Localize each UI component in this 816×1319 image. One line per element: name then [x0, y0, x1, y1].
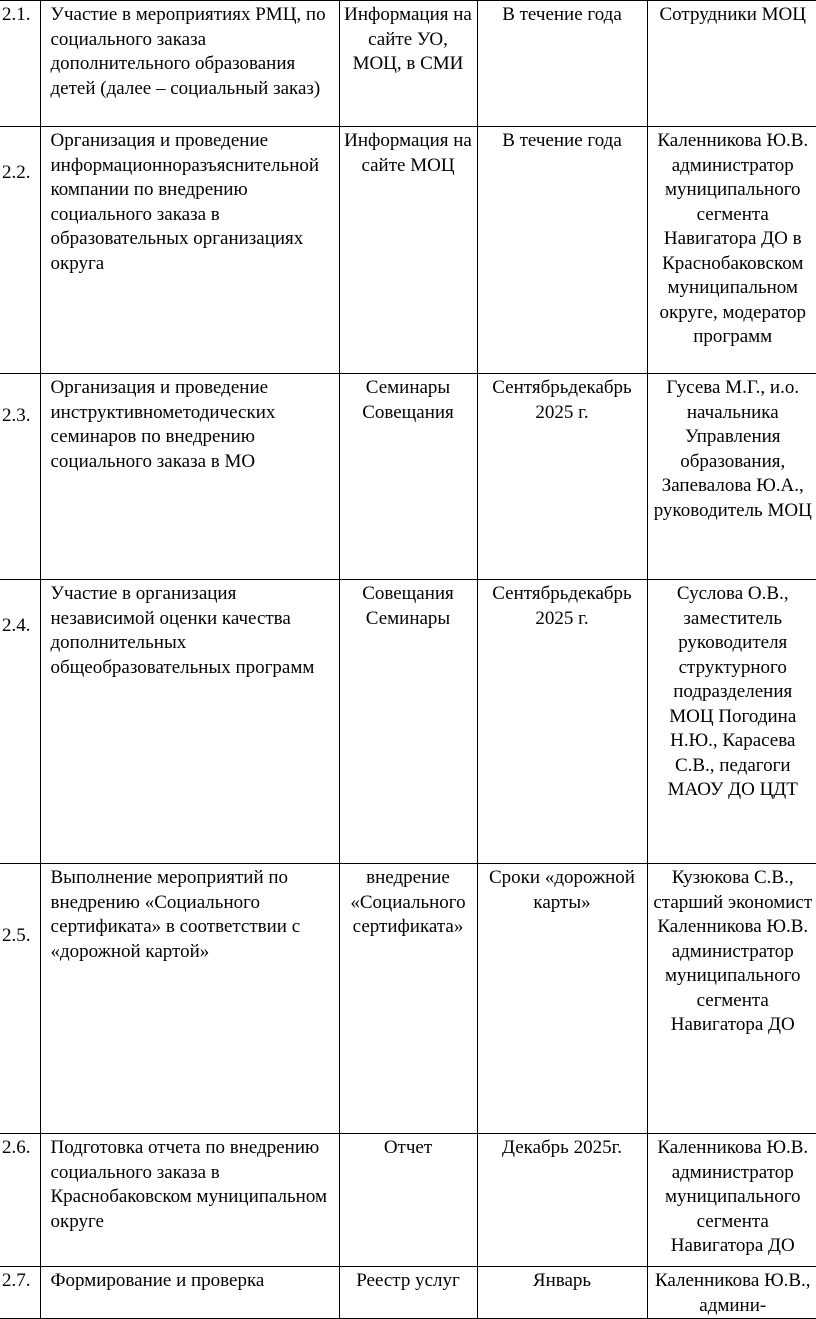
row-form: внедрение «Социального сертификата» — [339, 864, 477, 1134]
table-row — [0, 1, 816, 127]
row-term: Сентябрьдекабрь 2025 г. — [477, 374, 647, 580]
row-responsible: Каленникова Ю.В., админи- — [647, 1267, 816, 1319]
table-row — [0, 1267, 816, 1319]
row-number: 2.6. — [0, 1134, 40, 1267]
row-form: Совещания Семинары — [339, 580, 477, 864]
row-term: Декабрь 2025г. — [477, 1134, 647, 1267]
row-description: Выполнение мероприятий по внедрению «Социального сертификата» в соответствии с «дорожной картой» — [40, 864, 339, 1134]
table-row — [0, 1134, 816, 1267]
row-term: В течение года — [477, 1, 647, 127]
row-description: Организация и проведение информационноразъяснительной компании по внедрению социального заказа в образовательных организациях округа — [40, 127, 339, 374]
row-number: 2.3. — [0, 374, 40, 580]
row-responsible: Кузюкова С.В., старший экономист Каленникова Ю.В. администратор муниципального сегмента Навигатора ДО — [647, 864, 816, 1134]
table-row — [0, 580, 816, 864]
row-form: Отчет — [339, 1134, 477, 1267]
row-description: Формирование и проверка — [40, 1267, 339, 1319]
row-responsible: Сотрудники МОЦ — [647, 1, 816, 127]
row-responsible: Каленникова Ю.В. администратор муниципального сегмента Навигатора ДО в Краснобаковском муниципальном округе, модератор программ — [647, 127, 816, 374]
row-number: 2.5. — [0, 864, 40, 1134]
row-form: Информация на сайте МОЦ — [339, 127, 477, 374]
row-responsible: Каленникова Ю.В. администратор муниципального сегмента Навигатора ДО — [647, 1134, 816, 1267]
row-description: Организация и проведение инструктивнометодических семинаров по внедрению социального заказа в МО — [40, 374, 339, 580]
row-form: Реестр услуг — [339, 1267, 477, 1319]
row-description: Подготовка отчета по внедрению социального заказа в Краснобаковском муниципальном округе — [40, 1134, 339, 1267]
row-number: 2.1. — [0, 1, 40, 127]
row-number: 2.7. — [0, 1267, 40, 1319]
row-term: Январь — [477, 1267, 647, 1319]
row-description: Участие в мероприятиях РМЦ, по социального заказа дополнительного образования детей (далее – социальный заказ) — [40, 1, 339, 127]
table-row — [0, 864, 816, 1134]
table-row — [0, 374, 816, 580]
row-number: 2.4. — [0, 580, 40, 864]
row-term: Сентябрьдекабрь 2025 г. — [477, 580, 647, 864]
row-responsible: Суслова О.В., заместитель руководителя структурного подразделения МОЦ Погодина Н.Ю., Карасева С.В., педагоги МАОУ ДО ЦДТ — [647, 580, 816, 864]
row-description: Участие в организация независимой оценки качества дополнительных общеобразовательных программ — [40, 580, 339, 864]
row-form: Информация на сайте УО, МОЦ, в СМИ — [339, 1, 477, 127]
row-term: Сроки «дорожной карты» — [477, 864, 647, 1134]
row-number: 2.2. — [0, 127, 40, 374]
row-term: В течение года — [477, 127, 647, 374]
table-row — [0, 127, 816, 374]
row-form: Семинары Совещания — [339, 374, 477, 580]
row-responsible: Гусева М.Г., и.о. начальника Управления образования, Запевалова Ю.А., руководитель МОЦ — [647, 374, 816, 580]
